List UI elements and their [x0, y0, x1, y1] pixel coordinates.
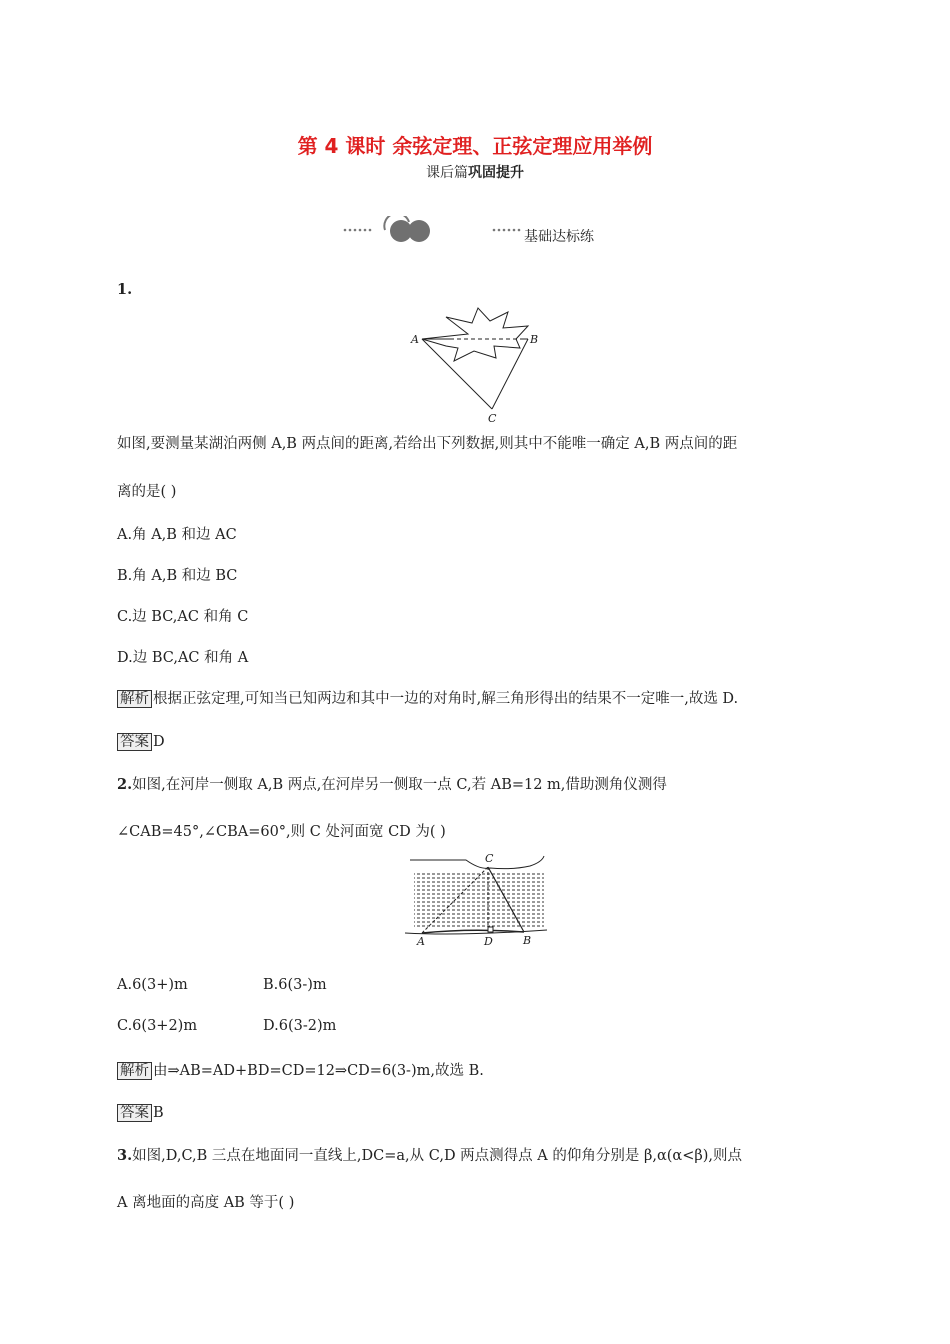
- q1-label-b: B: [530, 333, 539, 346]
- q2-option-a: A.6(3+)m: [117, 977, 188, 993]
- section-banner-decoration: [342, 216, 642, 242]
- q2-option-b: B.6(3-)m: [263, 977, 327, 993]
- q2-label-d: D: [484, 935, 493, 948]
- q1-number: 1.: [117, 281, 133, 298]
- q1-analysis: [117, 687, 738, 708]
- q2-stem-line2: ∠CAB=45°,∠CBA=60°,则 C 处河面宽 CD 为( ): [117, 824, 446, 840]
- q1-answer-text: D: [153, 734, 165, 750]
- analysis-tag: 解析: [117, 690, 152, 708]
- q1-option-b: B.角 A,B 和边 BC: [117, 568, 238, 584]
- q2-number: 2.: [117, 776, 133, 793]
- q3-stem-line2: A 离地面的高度 AB 等于( ): [117, 1195, 295, 1211]
- q1-figure: [408, 302, 548, 426]
- q2-answer-text: B: [153, 1105, 164, 1121]
- section-label: 基础达标练: [524, 229, 594, 245]
- q2-analysis-text: 由⇒AB=AD+BD=CD=12⇒CD=6(3-)m,故选 B.: [153, 1063, 484, 1079]
- answer-tag: 答案: [117, 1104, 152, 1122]
- lesson-title: 第 4 课时 余弦定理、正弦定理应用举例: [297, 134, 653, 158]
- q3-stem-text: 如图,D,C,B 三点在地面同一直线上,DC=a,从 C,D 两点测得点 A 的仰角分别是 β,α(α<β),则点: [132, 1148, 743, 1164]
- q1-option-d: D.边 BC,AC 和角 A: [117, 650, 249, 666]
- q1-option-c: C.边 BC,AC 和角 C: [117, 609, 249, 625]
- answer-tag: 答案: [117, 733, 152, 751]
- q2-stem-text: 如图,在河岸一侧取 A,B 两点,在河岸另一侧取一点 C,若 AB=12 m,借助测角仪测得: [132, 777, 667, 793]
- q1-label-a: A: [411, 333, 419, 346]
- analysis-tag: 解析: [117, 1062, 152, 1080]
- q2-analysis: [117, 1059, 484, 1080]
- q1-answer: [117, 730, 165, 751]
- q2-label-c: C: [485, 852, 494, 865]
- q1-stem-line2: 离的是( ): [117, 484, 177, 500]
- q2-stem-line1: [117, 773, 667, 794]
- q1-label-c: C: [488, 412, 497, 425]
- q2-option-d: D.6(3-2)m: [263, 1018, 337, 1034]
- q2-option-c: C.6(3+2)m: [117, 1018, 198, 1034]
- q2-label-b: B: [523, 934, 532, 947]
- q1-option-a: A.角 A,B 和边 AC: [117, 527, 237, 543]
- section-banner: [342, 216, 642, 242]
- q2-label-a: A: [417, 935, 425, 948]
- q1-analysis-text: 根据正弦定理,可知当已知两边和其中一边的对角时,解三角形得出的结果不一定唯一,故选 D.: [153, 691, 739, 707]
- q2-answer: [117, 1101, 164, 1122]
- lesson-subtitle: [0, 162, 950, 182]
- subtitle-bold: 巩固提升: [468, 165, 524, 181]
- q3-stem-line1: [117, 1144, 742, 1165]
- q1-stem-line1: 如图,要测量某湖泊两侧 A,B 两点间的距离,若给出下列数据,则其中不能唯一确定 A,B 两点间的距: [117, 436, 738, 452]
- q3-number: 3.: [117, 1147, 133, 1164]
- q2-figure: [402, 848, 552, 948]
- subtitle-prefix: 课后篇: [426, 165, 468, 181]
